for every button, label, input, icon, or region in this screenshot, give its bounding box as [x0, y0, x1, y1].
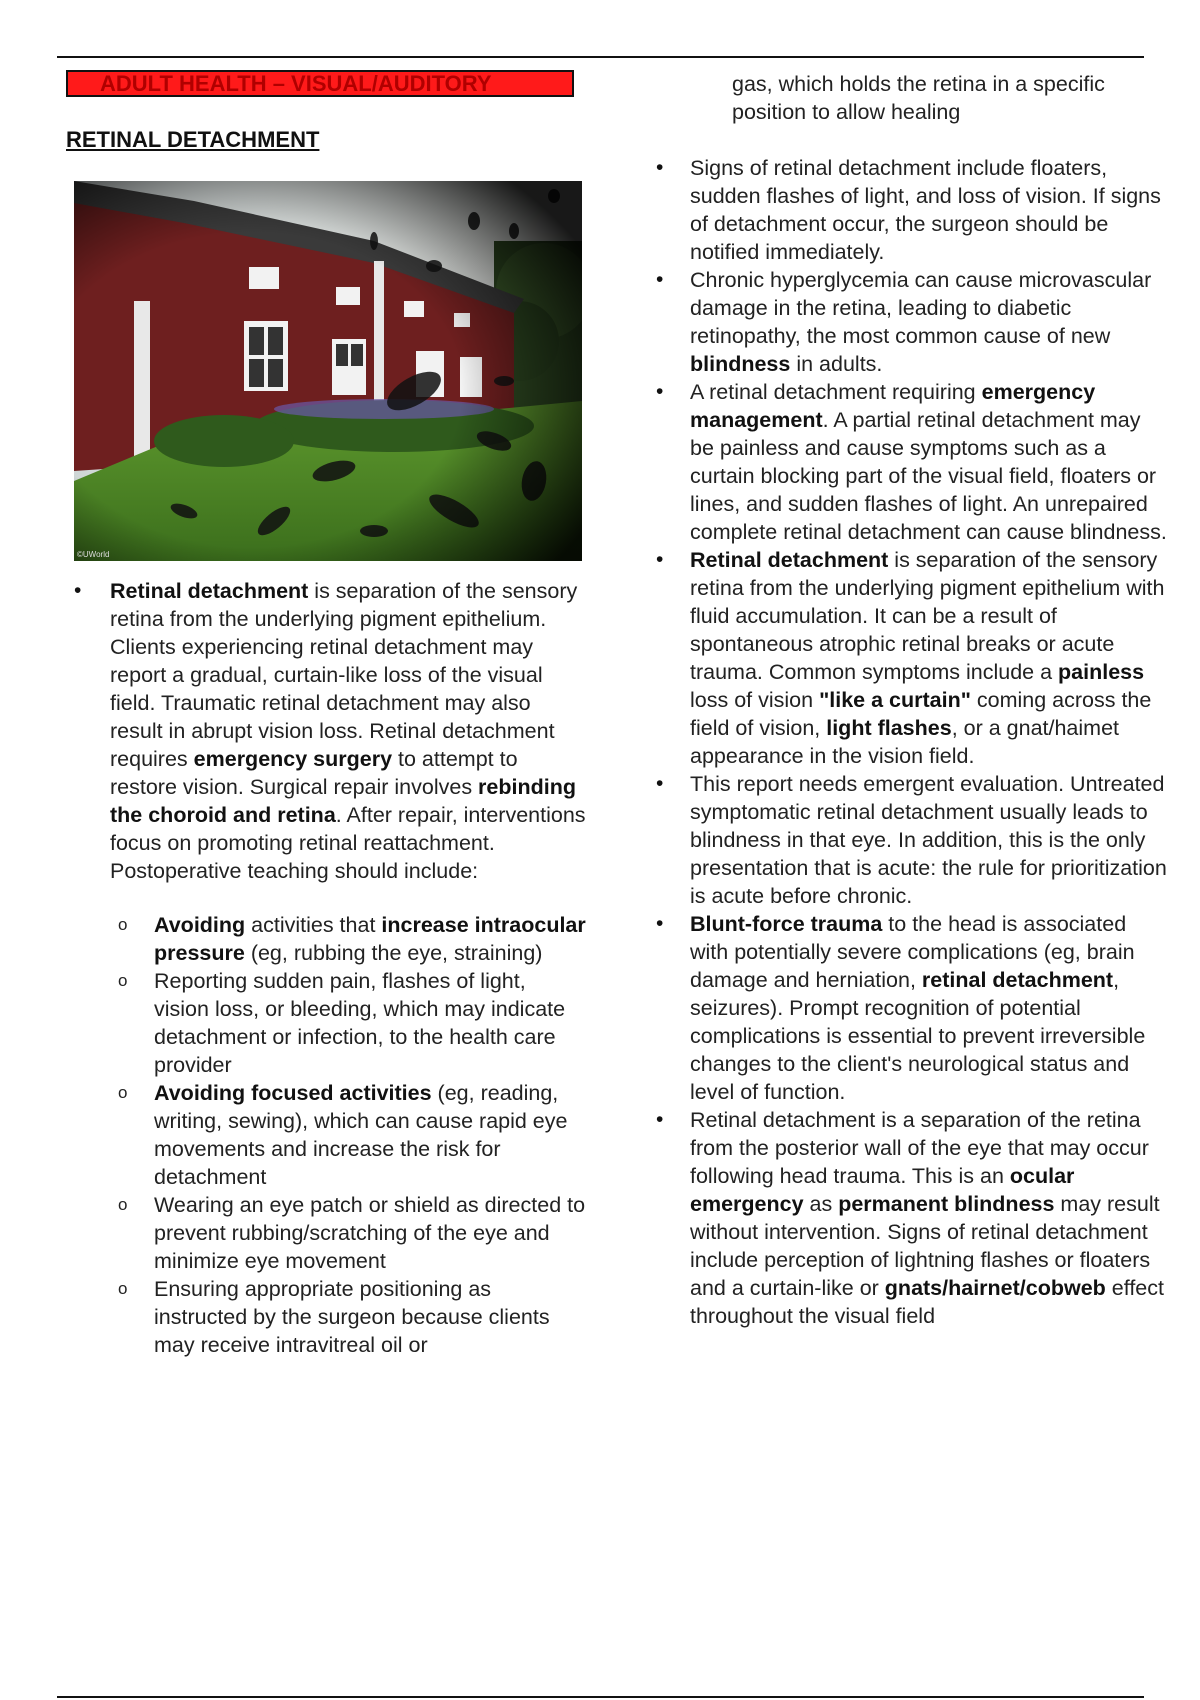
- sub-list-item: o Avoiding activities that increase intraocular pressure (eg, rubbing the eye, straining): [110, 911, 586, 967]
- list-item: • Retinal detachment is separation of the sensory retina from the underlying pigment epithelium with fluid accumulation. It can be a result of spontaneous atrophic retinal breaks or acute trauma. Common symptoms include a painless loss of vision "like a curtain" coming across the field of vision, light flashes, or a gnat/haimet appearance in the vision field.: [648, 546, 1168, 770]
- sub-list-item: o Ensuring appropriate positioning as instructed by the surgeon because clients may receive intravitreal oil or: [110, 1275, 586, 1359]
- list-item: • A retinal detachment requiring emergency management. A partial retinal detachment may be painless and cause symptoms such as a curtain blocking part of the visual field, floaters or lines, and sudden flashes of light. An unrepaired complete retinal detachment can cause blindness.: [648, 378, 1168, 546]
- left-column: [66, 70, 586, 1359]
- postop-teaching-list: [110, 911, 586, 1359]
- top-rule: [57, 56, 1144, 58]
- left-bullet-list: [66, 577, 586, 1359]
- page-title: RETINAL DETACHMENT: [66, 127, 320, 152]
- list-item: • Blunt-force trauma to the head is associated with potentially severe complications (eg, brain damage and herniation, retinal detachment, seizures). Prompt recognition of potential complications is essential to prevent irreversible changes to the client's neurological status and level of function.: [648, 910, 1168, 1106]
- list-item: • Retinal detachment is a separation of the retina from the posterior wall of the eye that may occur following head trauma. This is an ocular emergency as permanent blindness may result without intervention. Signs of retinal detachment include perception of lightning flashes or floaters and a curtain-like or gnats/hairnet/cobweb effect throughout the visual field: [648, 1106, 1168, 1330]
- house-scene-image: [74, 181, 582, 561]
- sub-list-item: o Reporting sudden pain, flashes of light, vision loss, or bleeding, which may indicate detachment or infection, to the health care provider: [110, 967, 586, 1079]
- section-banner: ADULT HEALTH – VISUAL/AUDITORY: [66, 70, 574, 97]
- list-item: • Chronic hyperglycemia can cause microvascular damage in the retina, leading to diabetic retinopathy, the most common cause of new blindness in adults.: [648, 266, 1168, 378]
- bottom-rule: [57, 1696, 1144, 1698]
- right-bullet-list: [648, 154, 1168, 1330]
- list-item: • Signs of retinal detachment include floaters, sudden flashes of light, and loss of vision. If signs of detachment occur, the surgeon should be notified immediately.: [648, 154, 1168, 266]
- list-item: • This report needs emergent evaluation. Untreated symptomatic retinal detachment usually leads to blindness in that eye. In addition, this is the only presentation that is acute: the rule for prioritization is acute before chronic.: [648, 770, 1168, 910]
- sub-list-item: o Wearing an eye patch or shield as directed to prevent rubbing/scratching of the eye and minimize eye movement: [110, 1191, 586, 1275]
- retinal-detachment-illustration: [74, 181, 582, 561]
- list-item: • Retinal detachment is separation of the sensory retina from the underlying pigment epithelium. Clients experiencing retinal detachment may report a gradual, curtain-like loss of the visual field. Traumatic retinal detachment may also result in abrupt vision loss. Retinal detachment requires emergency surgery to attempt to restore vision. Surgical repair involves rebinding the choroid and retina. After repair, interventions focus on promoting retinal reattachment. Postoperative teaching should include: o Avoiding activities that increase intraocular pressure (eg, rubbing the eye, straining) o Reporting sudden pain, flashes of light, vision loss, or bleeding, which may indicate detachment or infection, to the health care provider o Avoiding focused activities (eg, reading, writing, sewing), which can cause rapid eye movements and increase the risk for detachment o Wearing an eye patch or shield as directed to prevent rubbing/scratching of the eye and minimize eye movement o Ensuring appropriate positioning as instructed by the surgeon because clients may receive intravitreal oil or: [66, 577, 586, 1359]
- sub-list-item: o Avoiding focused activities (eg, reading, writing, sewing), which can cause rapid eye movements and increase the risk for detachment: [110, 1079, 586, 1191]
- right-column: [648, 70, 1168, 1330]
- continued-text: gas, which holds the retina in a specific position to allow healing: [732, 72, 1105, 124]
- image-credit: ©UWorld: [77, 550, 110, 559]
